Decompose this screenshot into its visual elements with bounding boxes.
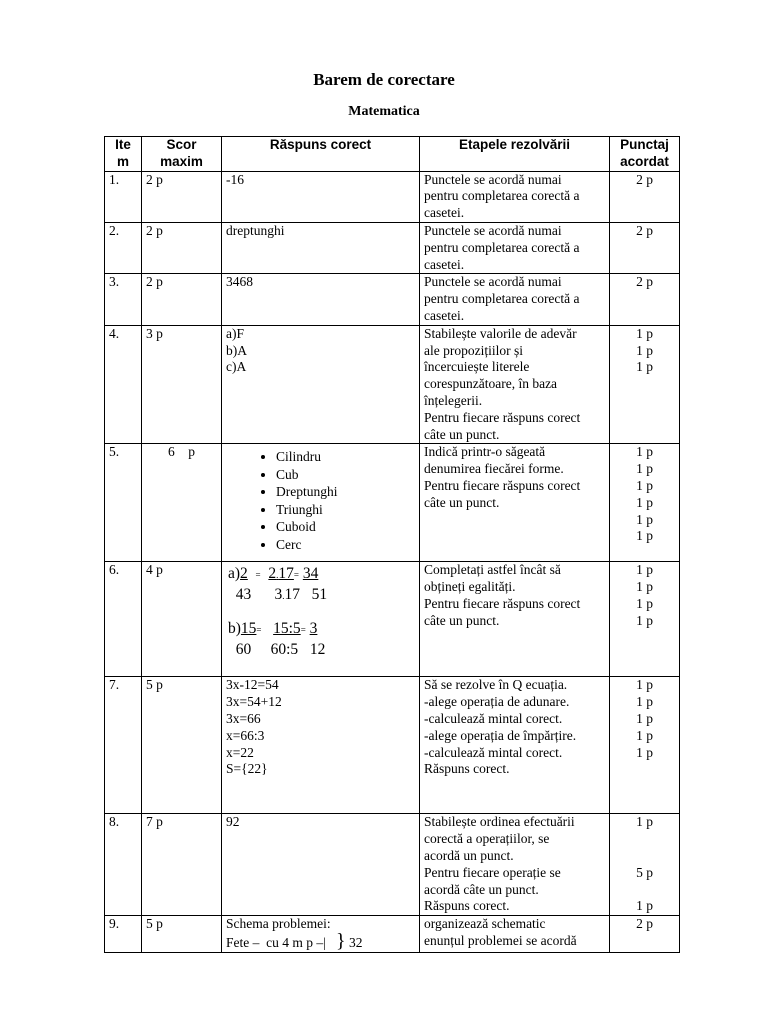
points-line: 1 p: [636, 744, 653, 760]
solution-steps: [420, 171, 610, 222]
fraction-a-eq2: =: [293, 570, 299, 581]
step-line: Pentru fiecare răspuns corect: [424, 409, 581, 425]
answer-line: -16: [226, 171, 244, 187]
step-line: Să se rezolve în Q ecuația.: [424, 677, 568, 693]
fraction-b-d2: 60:5: [270, 641, 299, 659]
points-line: 1 p: [636, 528, 653, 544]
points-line: 1 p: [636, 325, 653, 341]
scheme-tick: |: [323, 935, 326, 951]
correct-answer: [222, 325, 420, 444]
table-row: [105, 444, 680, 562]
list-item: • Cub: [276, 466, 415, 484]
step-line: pentru completarea corectă a: [424, 239, 580, 255]
step-line: casetei.: [424, 307, 465, 323]
step-line: Pentru fiecare răspuns corect: [424, 477, 581, 493]
item-number: 5.: [105, 444, 142, 562]
fraction-a-d1: 43: [235, 586, 252, 604]
fraction-a-n2-value: 2: [268, 565, 277, 583]
header-answer-line: Răspuns corect: [269, 137, 372, 152]
header-item-line: m: [116, 153, 129, 169]
max-score: 2 p: [142, 171, 222, 222]
step-line: încercuiește literele: [424, 359, 530, 375]
fraction-b-n2: 15:5: [273, 620, 301, 638]
answer-line: 3468: [226, 274, 253, 290]
list-item: • Cilindru: [276, 448, 415, 466]
points-line: 1 p: [636, 694, 653, 710]
points-line: 2 p: [636, 274, 653, 290]
awarded-points: [610, 325, 680, 444]
fraction-a-d2b-value: 17: [284, 586, 300, 604]
awarded-points: [610, 814, 680, 916]
correct-answer: [222, 171, 420, 222]
correct-answer: [222, 274, 420, 325]
points-line: 1 p: [636, 727, 653, 743]
answer-line: x=66:3: [226, 727, 265, 743]
points-line: 1 p: [636, 579, 653, 595]
fraction-a-dot1: .: [276, 570, 279, 581]
points-spacer: [614, 848, 675, 865]
max-score: 3 p: [142, 325, 222, 444]
step-line: Punctele se acordă numai: [424, 274, 562, 290]
awarded-points: [610, 171, 680, 222]
points-line: 1 p: [636, 612, 653, 628]
answer-line: x=22: [226, 744, 254, 760]
fraction-b-eq1: =: [256, 625, 262, 636]
step-line: Răspuns corect.: [424, 898, 510, 914]
answer-line: c)A: [226, 359, 247, 375]
shape-list: [226, 448, 415, 553]
step-line: Răspuns corect.: [424, 761, 510, 777]
table-row: [105, 814, 680, 916]
table-row: [105, 677, 680, 814]
list-item: • Cerc: [276, 536, 415, 554]
item-number: 1.: [105, 171, 142, 222]
item-number: 2.: [105, 222, 142, 273]
solution-steps: [420, 677, 610, 814]
answer-line: b)A: [226, 342, 247, 358]
item-number: 4.: [105, 325, 142, 444]
max-score: 5 p: [142, 677, 222, 814]
header-steps-line: Etapele rezolvării: [458, 137, 571, 152]
table-row: [105, 562, 680, 677]
grading-table: [104, 136, 680, 953]
points-line: 2 p: [636, 171, 653, 187]
solution-steps: [420, 274, 610, 325]
step-line: -calculează mintal corect.: [424, 744, 563, 760]
fraction-a-dot2: .: [282, 591, 285, 602]
points-line: 1 p: [636, 461, 653, 477]
points-line: 1 p: [636, 359, 653, 375]
fraction-b-d3: 12: [309, 641, 326, 659]
step-line: corespunzătoare, în baza: [424, 376, 558, 392]
table-row: [105, 171, 680, 222]
scheme-line: [226, 930, 415, 953]
fraction-a-n3: 34: [302, 565, 319, 583]
step-line: obțineți egalități.: [424, 579, 516, 595]
header-score: [142, 137, 222, 172]
document-title: Barem de corectare: [313, 70, 455, 89]
fraction-a-label: a): [228, 565, 241, 583]
step-line: corectă a operațiilor, se: [424, 831, 550, 847]
header-score-line: maxim: [160, 153, 203, 169]
step-line: denumirea fiecărei forme.: [424, 461, 564, 477]
step-line: Stabilește ordinea efectuării: [424, 814, 575, 830]
list-item: • Triunghi: [276, 501, 415, 519]
points-line: 2 p: [636, 222, 653, 238]
item-number: 3.: [105, 274, 142, 325]
fraction-b-n3: 3: [309, 620, 318, 638]
awarded-points: [610, 222, 680, 273]
header-score-line: Scor: [166, 137, 197, 152]
brace-icon: }: [335, 930, 346, 953]
awarded-points: [610, 274, 680, 325]
step-line: casetei.: [424, 256, 465, 272]
answer-line: 3x=66: [226, 710, 261, 726]
fraction-a-n2: [268, 565, 294, 582]
step-line: acordă câte un punct.: [424, 881, 539, 897]
answer-line: S={22}: [226, 761, 268, 777]
points-line: 1 p: [636, 444, 653, 460]
scheme-left: Fete – cu 4 m p –: [226, 935, 324, 951]
header-item: [105, 137, 142, 172]
correct-answer: [222, 444, 420, 562]
step-line: pentru completarea corectă a: [424, 291, 580, 307]
table-row: [105, 222, 680, 273]
step-line: Pentru fiecare operație se: [424, 864, 561, 880]
awarded-points: [610, 444, 680, 562]
header-steps: [420, 137, 610, 172]
fraction-b-eq2: =: [300, 625, 306, 636]
step-line: câte un punct.: [424, 612, 500, 628]
max-score: 5 p: [142, 916, 222, 953]
fraction-a-d2-value: 3: [274, 586, 283, 604]
table-header-row: [105, 137, 680, 172]
points-spacer: [614, 882, 675, 899]
table-row: [105, 325, 680, 444]
table-row: [105, 274, 680, 325]
solution-steps: [420, 562, 610, 677]
points-line: 1 p: [636, 342, 653, 358]
points-line: 1 p: [636, 710, 653, 726]
awarded-points: [610, 562, 680, 677]
awarded-points: [610, 677, 680, 814]
max-score: 2 p: [142, 274, 222, 325]
points-line: 1 p: [636, 562, 653, 578]
step-line: Pentru fiecare răspuns corect: [424, 595, 581, 611]
fraction-a-n1: 2: [240, 565, 248, 583]
max-score: 4 p: [142, 562, 222, 677]
solution-steps: [420, 814, 610, 916]
max-score: 6 p: [142, 444, 222, 562]
solution-steps: [420, 444, 610, 562]
item-number: 9.: [105, 916, 142, 953]
correct-answer: [222, 562, 420, 677]
answer-line: 3x=54+12: [226, 694, 282, 710]
points-line: 1 p: [636, 511, 653, 527]
step-line: înțelegerii.: [424, 392, 483, 408]
list-item: • Dreptunghi: [276, 483, 415, 501]
solution-steps: [420, 916, 610, 953]
fraction-a-d2: [275, 586, 301, 603]
fraction-a-n2b-value: 17: [278, 565, 294, 583]
step-line: Punctele se acordă numai: [424, 222, 562, 238]
fraction-b: [226, 619, 415, 659]
fraction-b-d1: 60: [235, 641, 252, 659]
answer-line: 92: [226, 814, 240, 830]
table-row: [105, 916, 680, 953]
scheme-title: Schema problemei:: [226, 916, 331, 932]
fraction-a-d3: 51: [311, 586, 328, 604]
correct-answer: [222, 222, 420, 273]
max-score: 7 p: [142, 814, 222, 916]
header-answer: [222, 137, 420, 172]
step-line: acordă un punct.: [424, 847, 514, 863]
points-line: 1 p: [636, 898, 653, 914]
step-line: Stabilește valorile de adevăr: [424, 325, 577, 341]
correct-answer: [222, 814, 420, 916]
step-line: pentru completarea corectă a: [424, 188, 580, 204]
points-line: 1 p: [636, 677, 653, 693]
list-item: • Cuboid: [276, 518, 415, 536]
points-line: 1 p: [636, 477, 653, 493]
step-line: Punctele se acordă numai: [424, 171, 562, 187]
step-line: câte un punct.: [424, 426, 500, 442]
fraction-b-n1: 15: [240, 620, 257, 638]
header-item-line: Ite: [115, 137, 131, 152]
step-line: Completați astfel încât să: [424, 562, 561, 578]
step-line: enunțul problemei se acordă: [424, 933, 577, 949]
max-score: 2 p: [142, 222, 222, 273]
points-line: 1 p: [636, 494, 653, 510]
points-line: 1 p: [636, 814, 653, 830]
step-line: organizează schematic: [424, 916, 546, 932]
points-line: 2 p: [636, 916, 653, 932]
answer-line: a)F: [226, 325, 244, 341]
points-line: 1 p: [636, 595, 653, 611]
header-points: [610, 137, 680, 172]
step-line: casetei.: [424, 205, 465, 221]
answer-line: dreptunghi: [226, 222, 285, 238]
awarded-points: [610, 916, 680, 953]
step-line: -calculează mintal corect.: [424, 710, 563, 726]
step-line: ale propozițiilor și: [424, 342, 523, 358]
fraction-a-eq1: =: [255, 570, 261, 581]
step-line: -alege operația de adunare.: [424, 694, 570, 710]
step-line: -alege operația de împărțire.: [424, 727, 577, 743]
solution-steps: [420, 325, 610, 444]
step-line: Indică printr-o săgeată: [424, 444, 546, 460]
solution-steps: [420, 222, 610, 273]
answer-line: 3x-12=54: [226, 677, 279, 693]
scheme-total: 32: [348, 935, 363, 951]
header-points-line: Punctaj: [620, 137, 669, 152]
fraction-a: [226, 564, 415, 606]
correct-answer: [222, 677, 420, 814]
document-subtitle: Matematica: [348, 104, 420, 119]
item-number: 7.: [105, 677, 142, 814]
correct-answer: [222, 916, 420, 953]
item-number: 6.: [105, 562, 142, 677]
item-number: 8.: [105, 814, 142, 916]
fraction-b-label: b): [228, 620, 241, 638]
header-points-line: acordat: [620, 153, 669, 169]
points-spacer: [614, 831, 675, 848]
points-line: 5 p: [636, 864, 653, 880]
step-line: câte un punct.: [424, 494, 500, 510]
